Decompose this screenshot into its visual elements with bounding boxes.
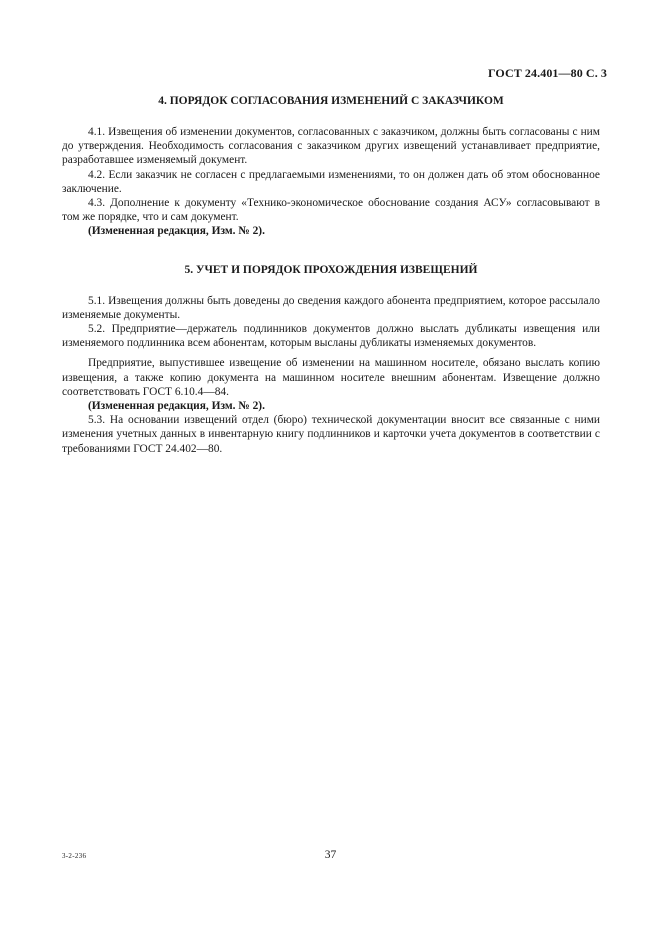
print-code: 3-2-236 — [62, 852, 87, 860]
paragraph-5-3: 5.3. На основании извещений отдел (бюро) технической документации вносит все связанные с ними изменения учетных данных в инвентарную книгу подлинников и карточки учета документов в соответствии с требованиями ГОСТ 24.402—80. — [62, 414, 600, 455]
paragraph-4-1: 4.1. Извещения об изменении документов, согласованных с заказчиком, должны быть согласованы с ним до утверждения. Необходимость согласования с заказчиком других извещений устанавливает предприятие, разработавшее изменяемый документ. — [62, 126, 600, 167]
edition-note-section-5: (Измененная редакция, Изм. № 2). — [88, 400, 265, 413]
page-number: 37 — [324, 849, 337, 861]
paragraph-5-2-continued: Предприятие, выпустившее извещение об изменении на машинном носителе, обязано выслать копию извещения, а также копию документа на машинном носителе внешним абонентам. Извещение должно соответствовать ГОСТ 6.10.4—84. — [62, 357, 600, 398]
paragraph-4-3: 4.3. Дополнение к документу «Технико-экономическое обоснование создания АСУ» согласовывают в том же порядке, что и сам документ. — [62, 197, 600, 224]
document-body — [62, 94, 600, 456]
section-5-title: 5. УЧЕТ И ПОРЯДОК ПРОХОЖДЕНИЯ ИЗВЕЩЕНИЙ — [184, 263, 478, 276]
section-4-title: 4. ПОРЯДОК СОГЛАСОВАНИЯ ИЗМЕНЕНИЙ С ЗАКАЗЧИКОМ — [158, 95, 504, 107]
edition-note-section-4: (Измененная редакция, Изм. № 2). — [88, 225, 265, 238]
document-header-reference: ГОСТ 24.401—80 С. 3 — [487, 66, 607, 80]
paragraph-4-2: 4.2. Если заказчик не согласен с предлагаемыми изменениями, то он должен дать об этом обоснованное заключение. — [62, 168, 600, 195]
paragraph-5-1: 5.1. Извещения должны быть доведены до сведения каждого абонента предприятием, которое рассылало изменяемые документы. — [62, 294, 600, 321]
paragraph-5-2: 5.2. Предприятие—держатель подлинников документов должно выслать дубликаты извещения или изменяемого подлинника всем абонентам, которым высланы дубликаты изменяемых документов. — [62, 323, 600, 350]
